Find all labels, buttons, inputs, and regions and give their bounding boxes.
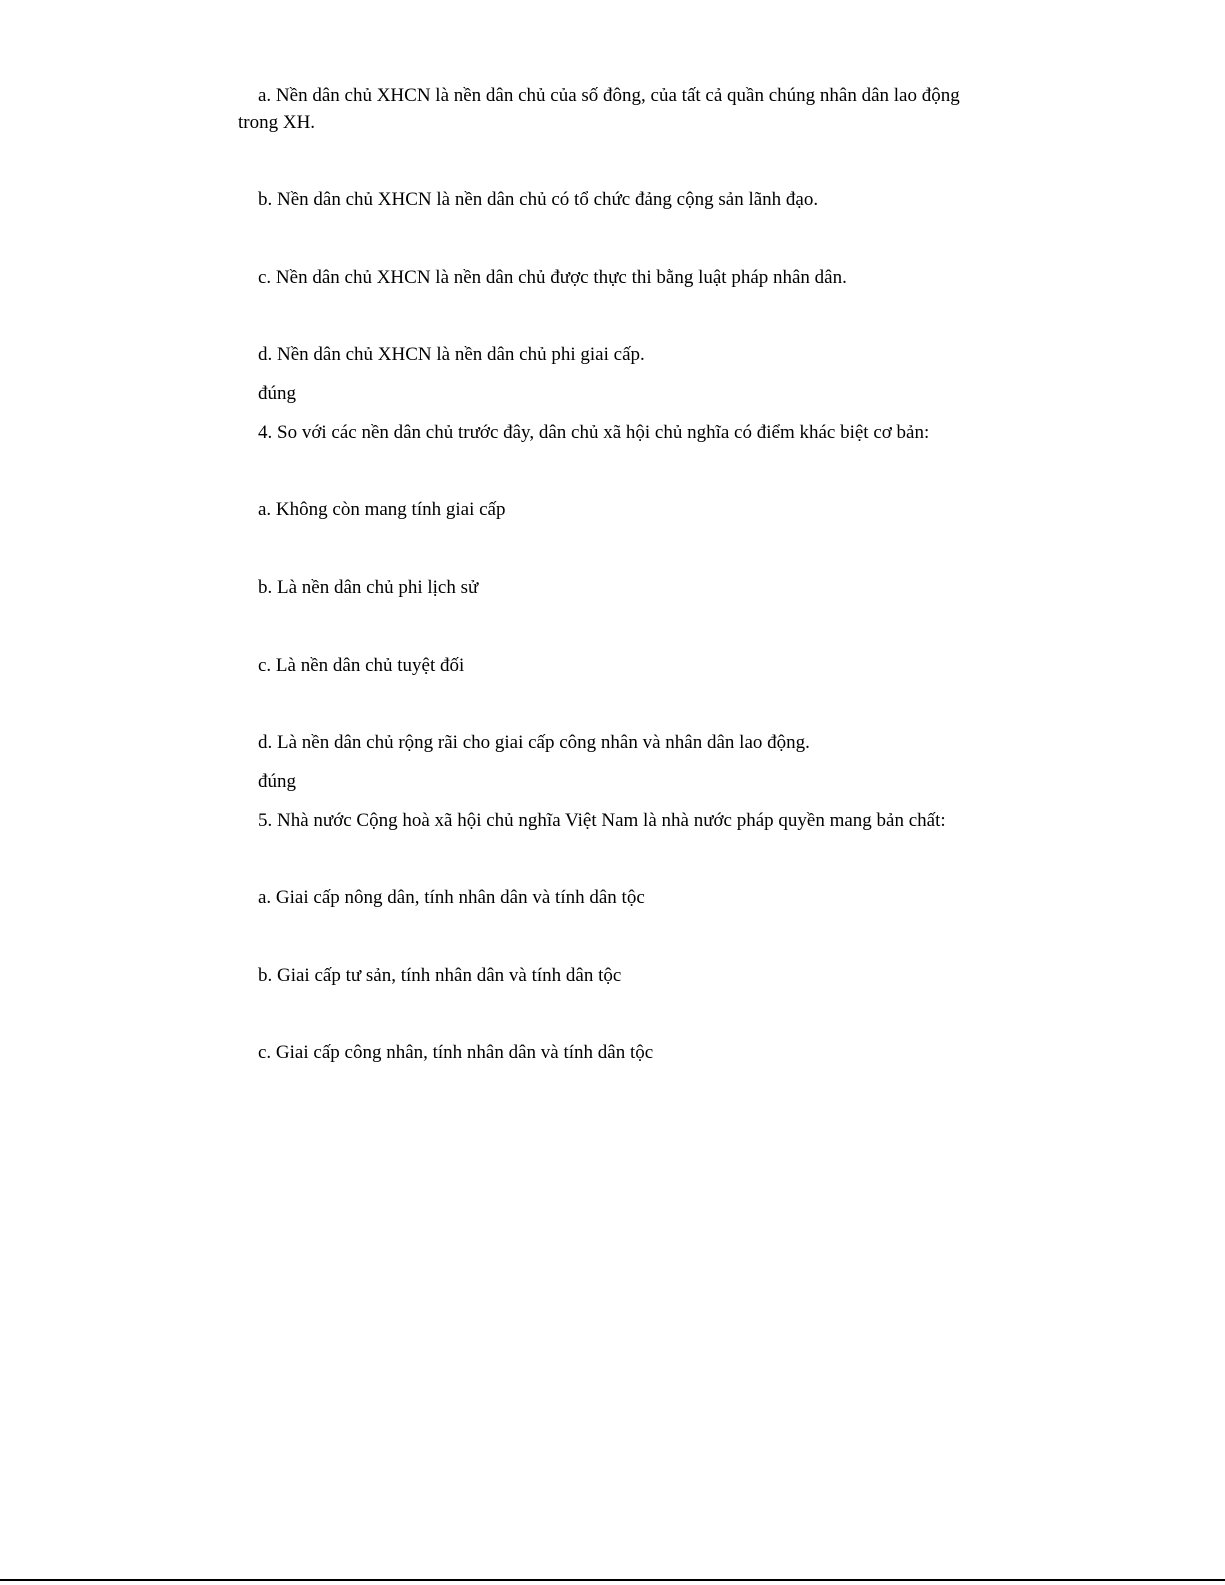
q5-option-c: c. Giai cấp công nhân, tính nhân dân và tính dân tộc <box>258 1042 654 1063</box>
q5-question: 5. Nhà nước Cộng hoà xã hội chủ nghĩa Việt Nam là nhà nước pháp quyền mang bản chất: <box>258 810 946 831</box>
q3-answer-mark: đúng <box>258 383 296 404</box>
q4-option-c: c. Là nền dân chủ tuyệt đối <box>258 655 465 676</box>
q3-option-a: a. Nền dân chủ XHCN là nền dân chủ của số đông, của tất cả quần chúng nhân dân lao động <box>258 85 960 106</box>
q4-option-a: a. Không còn mang tính giai cấp <box>258 499 506 520</box>
page-bottom-border <box>0 1579 1225 1581</box>
q4-question: 4. So với các nền dân chủ trước đây, dân chủ xã hội chủ nghĩa có điểm khác biệt cơ bản: <box>258 422 930 443</box>
q5-option-a: a. Giai cấp nông dân, tính nhân dân và tính dân tộc <box>258 887 645 908</box>
q3-option-a-continuation: trong XH. <box>238 112 316 133</box>
q3-option-c: c. Nền dân chủ XHCN là nền dân chủ được thực thi bằng luật pháp nhân dân. <box>258 267 847 288</box>
q3-option-b: b. Nền dân chủ XHCN là nền dân chủ có tổ chức đảng cộng sản lãnh đạo. <box>258 189 819 210</box>
q4-answer-mark: đúng <box>258 771 296 792</box>
q3-option-d: d. Nền dân chủ XHCN là nền dân chủ phi giai cấp. <box>258 344 645 365</box>
q5-option-b: b. Giai cấp tư sản, tính nhân dân và tính dân tộc <box>258 965 622 986</box>
q4-option-b: b. Là nền dân chủ phi lịch sử <box>258 577 479 598</box>
q4-option-d: d. Là nền dân chủ rộng rãi cho giai cấp công nhân và nhân dân lao động. <box>258 732 810 753</box>
